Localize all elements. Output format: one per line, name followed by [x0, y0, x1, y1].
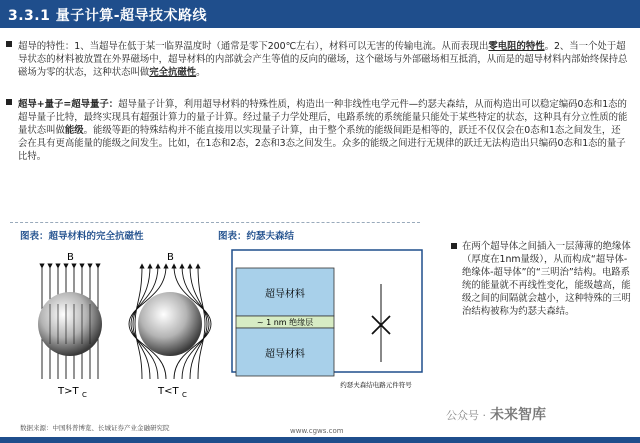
- footer-url: www.cgws.com: [290, 427, 344, 435]
- divider: [10, 222, 420, 223]
- bullet-square-icon: [6, 99, 12, 105]
- svg-text:超导材料: 超导材料: [265, 289, 305, 300]
- data-source: 数据来源：中国科普博览、长城证券产业金融研究院: [20, 424, 170, 432]
- paragraph-superconductivity: [18, 40, 628, 79]
- para1-text-a: 超导的特性：1、当超导在低于某一临界温度时（通常是零下200℃左右），材料可以无害的传输电流。从而表现出: [18, 41, 489, 52]
- b-field-label-right: B: [167, 252, 174, 263]
- figure-label-diamagnetism: 图表：超导材料的完全抗磁性: [20, 231, 144, 242]
- energy-level-term: 能级: [64, 125, 84, 136]
- b-field-label-left: B: [67, 252, 74, 263]
- sphere-normal: [38, 292, 102, 356]
- para2-text-b: 超导量子计算，利用超导材料的特殊性质，构造出一种非线性电学元件—约瑟夫森结，从而构造出可以稳定编码0态和1态的超导量子比特，最终实现具有超强计算力的量子计算。经过量子力学处理后，电路系统的系统能量只能处于某些特定的状态，这种具有分立性质的能量状态叫做: [18, 99, 628, 136]
- sphere-superconducting: [138, 292, 202, 356]
- josephson-description-text: 在两个超导体之间插入一层薄薄的绝缘体（厚度在1nm量级），从而构成“超导体-绝缘体-超导体”的“三明治”结构。电路系统的能量就不再线性变化，能级越高，能级之间的间隔就会越小，这种特殊的三明治结构被称为约瑟夫森结。: [462, 241, 631, 317]
- zero-resistance-term: 零电阻的特性: [488, 41, 545, 52]
- paragraph-superconducting-qubit: [18, 98, 628, 163]
- watermark: 公众号 · 未来智库: [446, 407, 546, 423]
- footer-bar: [0, 437, 640, 443]
- para2-heading: 超导+量子=超导量子：: [18, 99, 119, 110]
- svg-text:C: C: [182, 391, 187, 399]
- josephson-symbol-label: 约瑟夫森结电路元件符号: [340, 381, 412, 389]
- diamagnetism-figure: [20, 244, 220, 414]
- josephson-junction-figure: [226, 244, 426, 414]
- temp-label-low: T<T: [158, 386, 179, 397]
- bullet-square-icon: [451, 243, 457, 249]
- svg-text:超导材料: 超导材料: [265, 349, 305, 360]
- svg-text:~ 1 nm 绝缘层: ~ 1 nm 绝缘层: [256, 318, 314, 327]
- page-header: [0, 0, 640, 28]
- svg-text:C: C: [82, 391, 87, 399]
- para1-text-c: 。2、当一个处于超导状态的材料被放置在外界磁场中，超导材料的内部就会产生等值的反向的磁场，这个磁场与外部磁场相互抵消，从而是的超导材料内部始终保持总磁场为零的状态，这种状态叫做: [18, 41, 628, 78]
- para2-text-d: 。能级等距的特殊结构并不能直接用以实现量子计算，由于整个系统的能级间距是相等的，跃迁不仅仅会在0态和1态之间发生，还会在具有更高能量的能级之间发生。比如，在1态和2态，2态和3态之间发生。众多的能级之间进行无规律的跃迁无法构造出只编码0态和1态的量子比特。: [18, 125, 626, 162]
- page-title: 3.3.1 量子计算-超导技术路线: [8, 8, 208, 24]
- bullet-square-icon: [6, 41, 12, 47]
- diamagnetism-term: 完全抗磁性: [149, 67, 197, 78]
- josephson-description: [462, 240, 632, 318]
- figure-label-josephson: 图表：约瑟夫森结: [218, 231, 295, 242]
- para1-text-e: 。: [196, 67, 206, 78]
- temp-label-high: T>T: [58, 386, 79, 397]
